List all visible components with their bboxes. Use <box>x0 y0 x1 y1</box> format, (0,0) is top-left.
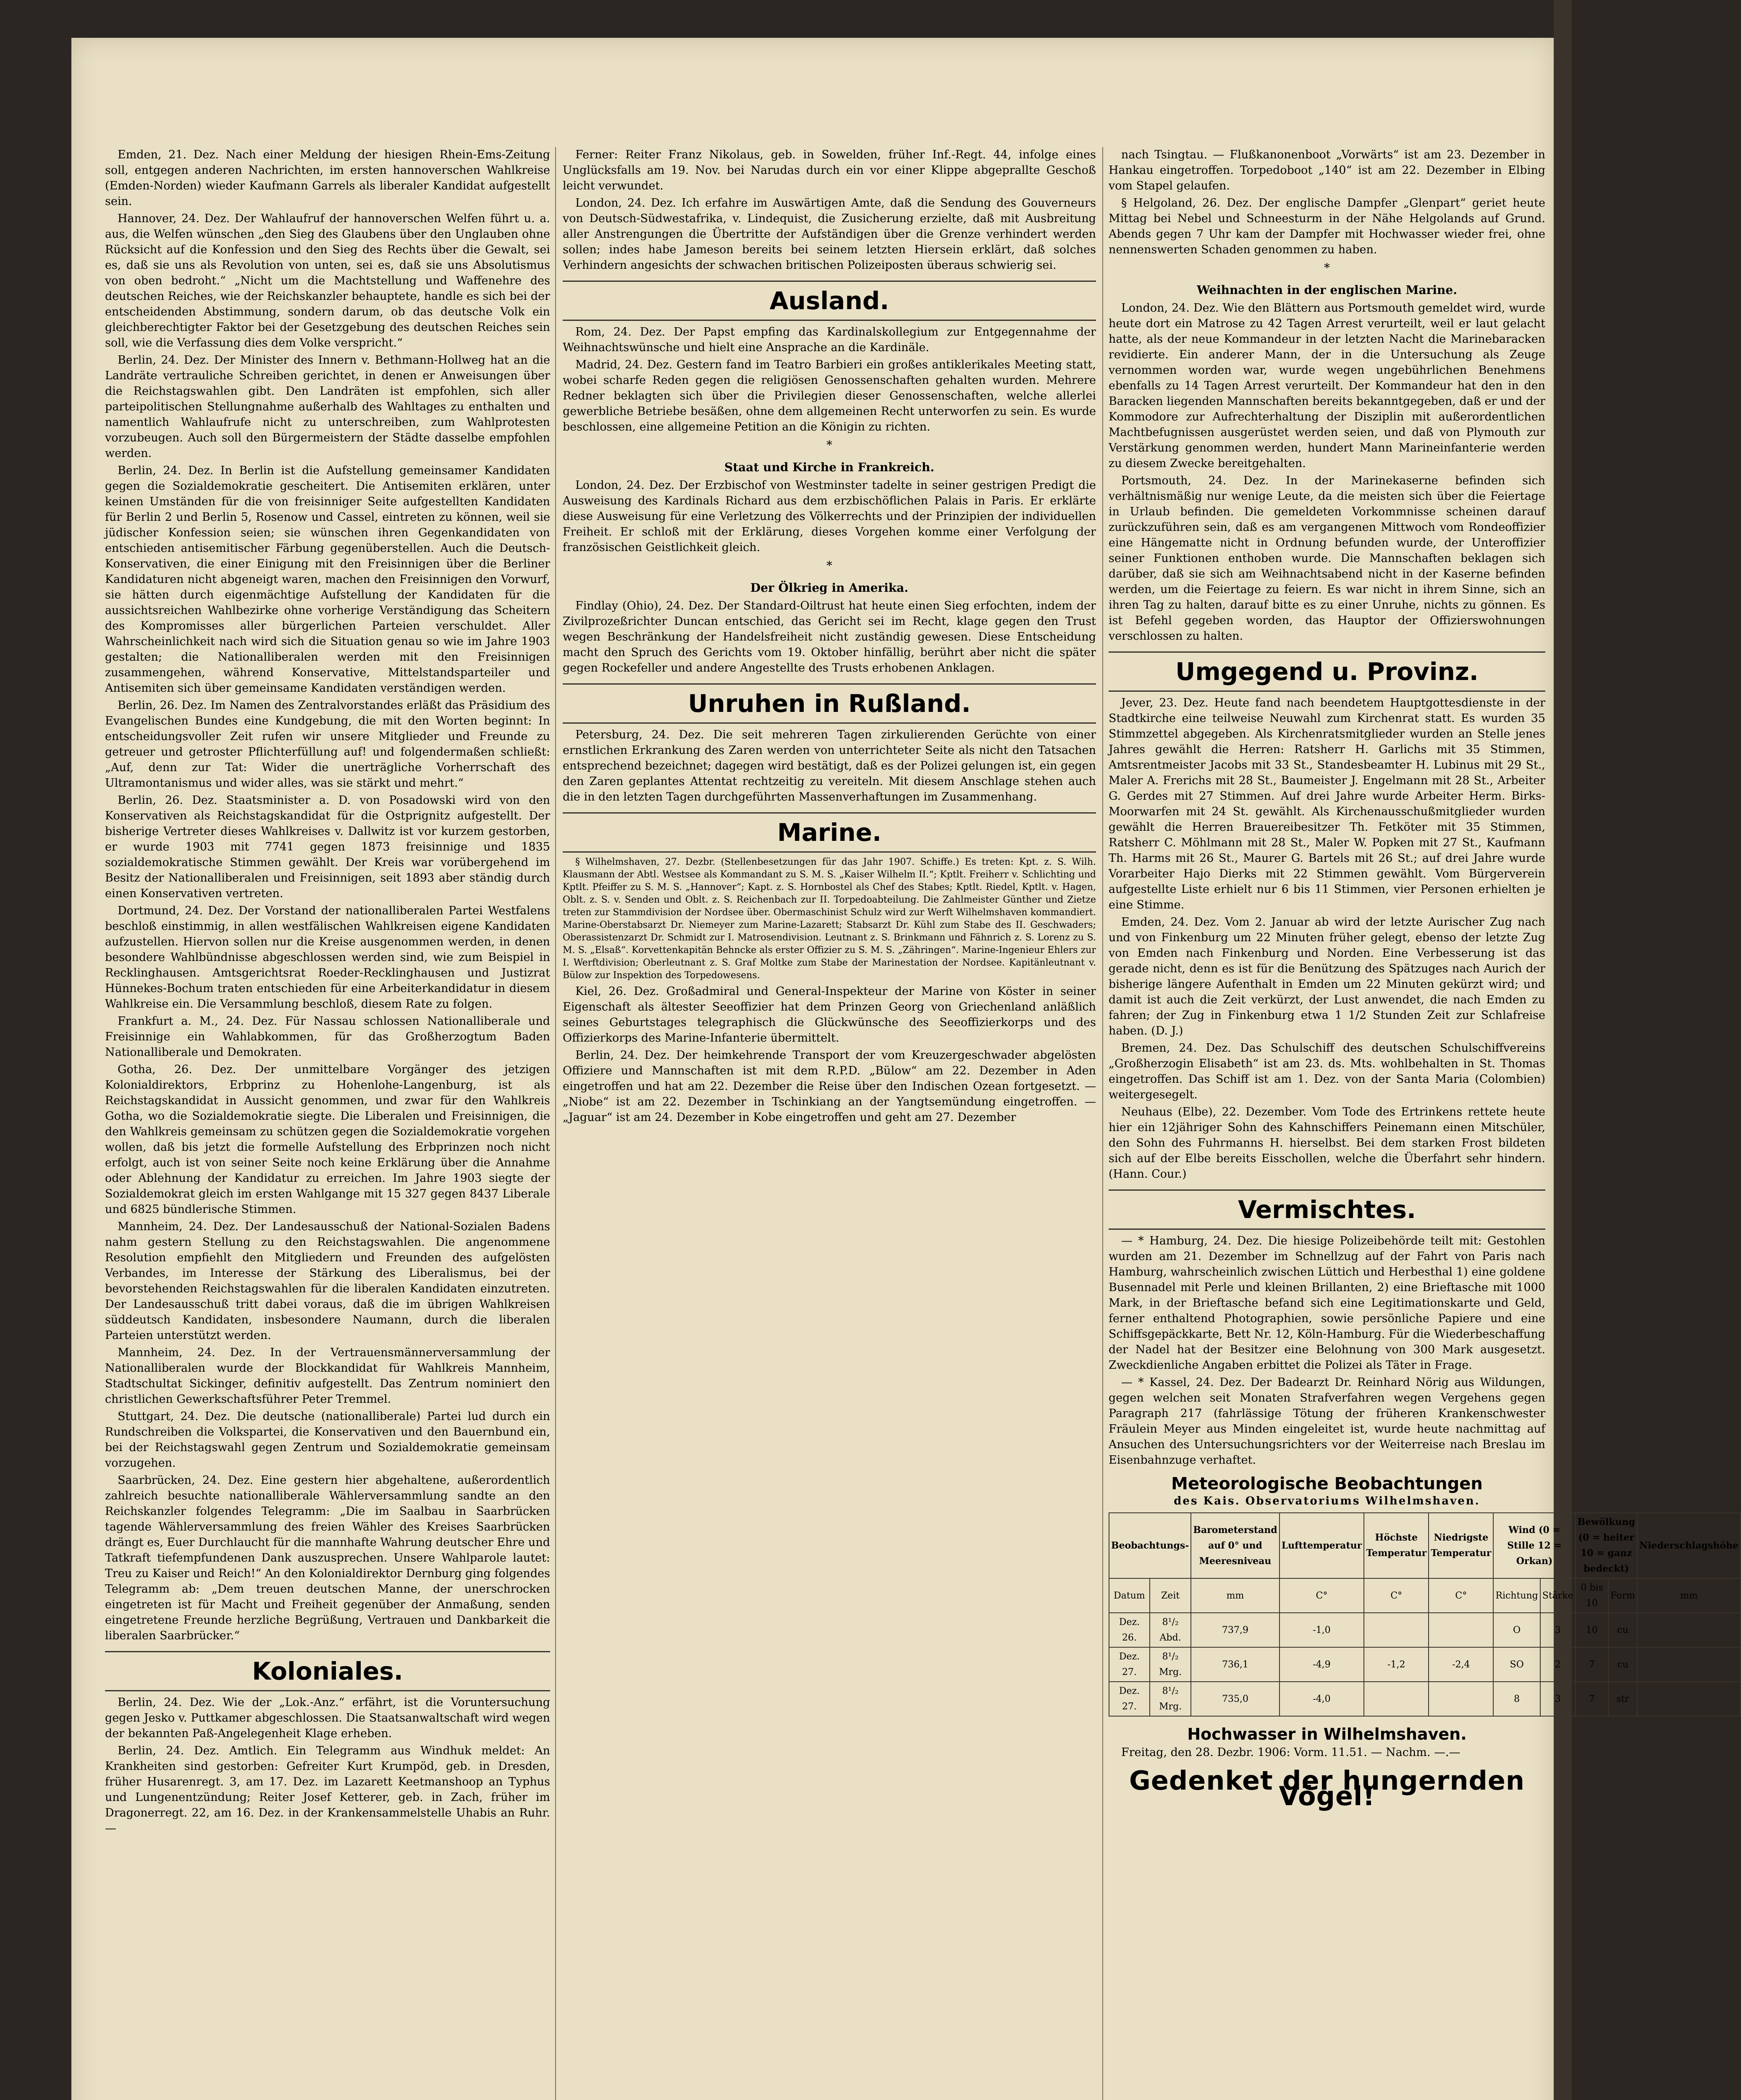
article: § Helgoland, 26. Dez. Der englische Dampfer „Glenpart“ geriet heute Mittag bei Nebel und Schneesturm in der Nähe Helgolands auf Grund. Abends gegen 7 Uhr kam der Dampfer mit Hochwasser wieder frei, ohne nennenswerten Schaden genommen zu haben. <box>1109 197 1545 256</box>
weather-cell: -1,0 <box>1280 1613 1364 1647</box>
article: Portsmouth, 24. Dez. In der Marinekaserne befinden sich verhältnismäßig nur wenige Leute, da die meisten sich über die Feiertage in Urlaub befinden. Die gemeldeten Vorkommnisse scheinen darauf zurückzuführen sein, daß es am vergangenen Mittwoch vom Rondeoffizier eine Hängematte nicht in Ordnung befunden wurde, der Unteroffizier seiner Funktionen enthoben wurde. Die Mannschaften beklagen sich darüber, daß sie sich am Weihnachtsabend nicht in der Kaserne befinden werden, um die Feiertage zu feiern. Es war nicht in ihrem Sinne, sich an ihren Tag zu halten, darauf bitte es zu einer Unruhe, nichts zu gönnen. Es ist Befehl gegeben worden, das Hauptor der Offizierswohnungen verschlossen zu halten. <box>1109 474 1545 643</box>
weather-header: Beobachtungs- <box>1109 1513 1191 1578</box>
weather-subheader: Stärke <box>1540 1578 1576 1613</box>
weather-cell: Dez. 27. <box>1109 1682 1150 1716</box>
weather-cell: str <box>1608 1682 1637 1716</box>
weather-row <box>1109 1682 1741 1716</box>
article: Saarbrücken, 24. Dez. Eine gestern hier abgehaltene, außerordentlich zahlreich besuchte nationalliberale Wählerversammlung sandte an den Reichskanzler folgendes Telegramm: „Die im Saalbau in Saarbrücken tagende Wählerversammlung des freien Wähler des Kreises Saarbrücken drängt es, Euer Durchlaucht für die mannhafte Wahrung deutscher Ehre und Tatkraft tiefempfundenen Dank auszusprechen. Unsere Wahlparole lautet: Treu zu Kaiser und Reich!“ An den Kolonialdirektor Dernburg ging folgendes Telegramm ab: „Dem treuen deutschen Manne, der unerschrocken eingetreten ist für Macht und Freiheit gegenüber der Anmaßung, senden eingetretene Freunde herzliche Begrüßung, Vertrauen und Dankbarkeit die liberalen Saarbrücker.“ <box>105 1474 550 1642</box>
article: Rom, 24. Dez. Der Papst empfing das Kardinalskollegium zur Entgegennahme der Weihnachtswünsche und hielt eine Ansprache an die Kardinäle. <box>563 326 1096 354</box>
weather-cell: Dez. 27. <box>1109 1647 1150 1682</box>
section-heading-unruhen: Unruhen in Rußland. <box>563 683 1096 724</box>
article: — * Hamburg, 24. Dez. Die hiesige Polizeibehörde teilt mit: Gestohlen wurden am 21. Dezember im Schnellzug auf der Fahrt von Paris nach Hamburg, wahrscheinlich zwischen Lüttich und Herbesthal 1) eine goldene Busennadel mit Perle und kleinen Brillanten, 2) eine Brieftasche mit 1000 Mark, in der Brieftasche befand sich eine Legitimationskarte und Geld, ferner enthaltend Photographien, sowie persönliche Papiere und eine Schiffsgepäckkarte, Bett Nr. 12, Köln-Hamburg. Für die Wiederbeschaffung der Nadel hat der Besitzer eine Belohnung von 300 Mark ausgesetzt. Zweckdienliche Angaben erbittet die Polizei als Täter in Frage. <box>1109 1234 1545 1372</box>
weather-header: Wind (0 = Stille 12 = Orkan) <box>1493 1513 1575 1578</box>
weather-cell: 8 <box>1493 1682 1540 1716</box>
weather-cell: SO <box>1493 1647 1540 1682</box>
weather-cell: 8¹/₂ Mrg. <box>1150 1647 1191 1682</box>
weather-subheader: Richtung <box>1493 1578 1540 1613</box>
section-heading-koloniales: Koloniales. <box>105 1651 550 1691</box>
column-rule <box>555 147 556 2100</box>
weather-subheader: Zeit <box>1150 1578 1191 1613</box>
weather-cell: 737,9 <box>1191 1613 1279 1647</box>
weather-cell <box>1637 1647 1741 1682</box>
left-column <box>105 147 550 2100</box>
article: Stuttgart, 24. Dez. Die deutsche (nationalliberale) Partei lud durch ein Rundschreiben die Volkspartei, die Konservativen und den Bauernbund ein, bei der Reichstagswahl gegen Zentrum und Sozialdemokratie gemeinsam vorzugehen. <box>105 1410 550 1470</box>
weather-cell: O <box>1493 1613 1540 1647</box>
weather-cell <box>1429 1682 1493 1716</box>
separator: * <box>826 559 832 572</box>
article: Madrid, 24. Dez. Gestern fand im Teatro Barbieri ein großes antiklerikales Meeting statt, wobei scharfe Reden gegen die religiösen Genossenschaften gehalten wurden. Mehrere Redner beklagten sich über die Privilegien dieser Genossenschaften, welche allerlei gewerbliche Betriebe besäßen, ohne dem allgemeinen Recht unterworfen zu sein. Es wurde beschlossen, eine allgemeine Petition an die Königin zu richten. <box>563 358 1096 433</box>
weather-cell <box>1429 1613 1493 1647</box>
weather-header-row <box>1109 1513 1741 1578</box>
weather-row <box>1109 1647 1741 1682</box>
section-heading-ausland: Ausland. <box>563 281 1096 321</box>
article: Neuhaus (Elbe), 22. Dezember. Vom Tode des Ertrinkens rettete heute hier ein 12jähriger Sohn des Kahnschiffers Peinemann einen Mitschüler, den Sohn des Fuhrmanns H. hierselbst. Bei dem starken Frost bildeten sich auf der Elbe bereits Eisschollen, welche die Überfahrt sehr hindern. (Hann. Cour.) <box>1109 1105 1545 1181</box>
weather-subheader: Form <box>1608 1578 1637 1613</box>
article: Berlin, 24. Dez. In Berlin ist die Aufstellung gemeinsamer Kandidaten gegen die Sozialdemokratie gescheitert. Die Antisemiten erklären, unter keinen Umständen für die von freisinniger Seite aufgestellten Kandidaten für Berlin 2 und Berlin 5, Rosenow und Cassel, eintreten zu können, weil sie jüdischer Konfession seien; sie wünschen ihren Gegenkandidaten von entschieden antisemitischer Färbung gegenüberstellen. Auch die Deutsch-Konservativen, die einer Einigung mit den Freisinnigen über die Berliner Kandidaturen nicht abgeneigt waren, machen den Freisinnigen den Vorwurf, sie hätten durch eigenmächtige Aufstellung der Kandidaten für die aussichtsreichen Wahlbezirke ohne vorherige Verständigung das Scheitern des Kompromisses aller bürgerlichen Parteien verschuldet. Aller Wahrscheinlichkeit nach wird sich die Situation genau so wie im Jahre 1903 gestalten; die Nationalliberalen werden mit den Freisinnigen zusammengehen, während Konservative, Mittelstandsparteiler und Antisemiten sich über gemeinsame Kandidaten verständigen werden. <box>105 464 550 695</box>
article: Emden, 24. Dez. Vom 2. Januar ab wird der letzte Aurischer Zug nach und von Finkenburg um 22 Minuten früher gelegt, ebenso der letzte Zug von Emden nach Finkenburg und Norden. Eine Verbesserung ist das gerade nicht, denn es ist für die Benützung des Spätzuges nach Aurich der bisherige längere Aufenthalt in Emden um 22 Minuten gekürzt wird; und damit ist auch die Zeit verkürzt, der Lust anwendet, die nach Emden zu fahren; der Zug in Finkenburg etwa 1 1/2 Stunden Zeit zur Schlafreise haben. (D. J.) <box>1109 916 1545 1037</box>
article: Gotha, 26. Dez. Der unmittelbare Vorgänger des jetzigen Kolonialdirektors, Erbprinz zu Hohenlohe-Langenburg, ist als Reichstagskandidat in Aussicht genommen, und zwar für den Wahlkreis Gotha, wo die Sozialdemokratie siegte. Die Liberalen und Freisinnigen, die den Wahlkreis gemeinsam zu schützen gegen die Sozialdemokratie vorgehen wollen, daß bis jetzt die formelle Aufstellung des Erbprinzen noch nicht erfolgt, auch ist von seiner Seite noch keine Erklärung über die Annahme oder Ablehnung der Kandidatur zu erreichen. Im Jahre 1903 siegte der Sozialdemokrat gleich im ersten Wahlgange mit 15 327 gegen 8437 Liberale und 6825 bündlerische Stimmen. <box>105 1063 550 1216</box>
weather-cell: -4,9 <box>1280 1647 1364 1682</box>
weather-cell: 735,0 <box>1191 1682 1279 1716</box>
weather-subheader: mm <box>1637 1578 1741 1613</box>
weather-header: Höchste Temperatur <box>1364 1513 1429 1578</box>
article: Berlin, 26. Dez. Staatsminister a. D. von Posadowski wird von den Konservativen als Reichstagskandidat für die Ostprignitz aufgestellt. Der bisherige Vertreter dieses Wahlkreises v. Dallwitz ist vor kurzem gestorben, er wurde 1903 mit 7741 gegen 1873 freisinnige und 1835 sozialdemokratische Stimmen gewählt. Der Kreis war vorübergehend im Besitz der Nationalliberalen und Freisinnigen, seit 1893 aber ständig durch einen Konservativen vertreten. <box>105 794 550 900</box>
article: London, 24. Dez. Wie den Blättern aus Portsmouth gemeldet wird, wurde heute dort ein Matrose zu 42 Tagen Arrest verurteilt, weil er laut gelacht hatte, als der neue Kommandeur in der letzten Nacht die Marinebaracken revidierte. Ein anderer Mann, der in die Untersuchung als Zeuge vernommen worden war, wurde wegen ungebührlichen Benehmens ebenfalls zu 14 Tagen Arrest verurteilt. Der Kommandeur hat den in den Baracken liegenden Mannschaften bereits bekanntgegeben, daß er und der Kommodore zur Aufrechterhaltung der Disziplin mit außerordentlichen Machtbefugnissen ausgerüstet werden seien, und daß von Plymouth zur Verstärkung genommen werden, hundert Mann Marineinfanterie werden zu diesem Zwecke bereitgehalten. <box>1109 302 1545 470</box>
weather-cell: 736,1 <box>1191 1647 1279 1682</box>
weather-cell: 7 <box>1576 1682 1609 1716</box>
weather-cell: cu <box>1608 1613 1637 1647</box>
weather-subheader: C° <box>1364 1578 1429 1613</box>
article: Berlin, 24. Dez. Amtlich. Ein Telegramm aus Windhuk meldet: An Krankheiten sind gestorben: Gefreiter Kurt Krumpöd, geb. in Dresden, früher Husarenregt. 3, am 17. Dez. im Lazarett Keetmanshoop an Typhus und Lungenentzündung; Reiter Josef Ketterer, geb. in Zach, früher im Dragonerregt. 22, am 16. Dez. in der Krankensammelstelle Uhabis an Ruhr. — <box>105 1744 550 1835</box>
article: Dortmund, 24. Dez. Der Vorstand der nationalliberalen Partei Westfalens beschloß einstimmig, in allen westfälischen Wahlkreisen eigene Kandidaten aufzustellen. Hiervon sollen nur die Kreise ausgenommen werden, in denen besondere Wahlbündnisse abgeschlossen werden sind, wie zum Beispiel in Recklinghausen. Amtsgerichtsrat Roeder-Recklinghausen und Justizrat Hünnekes-Bochum traten entschieden für eine Arbeiterkandidatur in diesem Wahlkreise ein. Die Versammlung beschloß, diesem Rate zu folgen. <box>105 904 550 1011</box>
section-heading-vermischtes: Vermischtes. <box>1109 1189 1545 1230</box>
weather-header: Barometerstand auf 0° und Meeresniveau <box>1191 1513 1279 1578</box>
separator: * <box>826 438 832 452</box>
weather-cell <box>1364 1613 1429 1647</box>
article: — * Kassel, 24. Dez. Der Badearzt Dr. Reinhard Nörig aus Wildungen, gegen welchen seit Monaten Strafverfahren wegen Vergehens gegen Paragraph 217 (fahrlässige Tötung der früheren Krankenschwester Fräulein Meyer aus Minden eingeleitet ist, wurde heute nachmittag auf Ansuchen des Untersuchungsrichters vor der Weiterreise nach Breslau im Eisenbahnzuge verhaftet. <box>1109 1376 1545 1467</box>
article: Berlin, 26. Dez. Im Namen des Zentralvorstandes erläßt das Präsidium des Evangelischen Bundes eine Kundgebung, die mit den Worten beginnt: In entscheidungsvoller Zeit rufen wir unsere Mitglieder und Freunde zu getreuer und getroster Pflichterfüllung auf! und folgendermaßen schließt: „Auf, denn zur Tat: Wider die unerträgliche Vorherrschaft des Ultramontanismus und wider alles, was sie stärkt und mehrt.“ <box>105 699 550 790</box>
weather-cell: -2,4 <box>1429 1647 1493 1682</box>
weather-table <box>1109 1512 1741 1717</box>
weather-cell: 7 <box>1576 1647 1609 1682</box>
appeal-banner: Gedenket der hungernden Vögel! <box>1129 1765 1525 1811</box>
weather-subtitle: des Kais. Observatoriums Wilhelmshaven. <box>1174 1495 1480 1507</box>
weather-subheader: C° <box>1280 1578 1364 1613</box>
subheading: Staat und Kirche in Frankreich. <box>724 460 934 474</box>
page-edge <box>1554 0 1572 2100</box>
weather-cell: 3 <box>1540 1682 1576 1716</box>
weather-subheader: C° <box>1429 1578 1493 1613</box>
article: Bremen, 24. Dez. Das Schulschiff des deutschen Schulschiffvereins „Großherzogin Elisabeth“ ist am 23. ds. Mts. wohlbehalten in St. Thomas eingetroffen. Das Schiff ist am 1. Dez. von der Santa Maria (Colombien) weitergesegelt. <box>1109 1042 1545 1101</box>
weather-header: Bewölkung (0 = heiter 10 = ganz bedeckt) <box>1576 1513 1637 1578</box>
weather-cell: 8¹/₂ Mrg. <box>1150 1682 1191 1716</box>
weather-subheader: Datum <box>1109 1578 1150 1613</box>
article: § Wilhelmshaven, 27. Dezbr. (Stellenbesetzungen für das Jahr 1907. Schiffe.) Es treten: Kpt. z. S. Wilh. Klausmann der Abtl. Westsee als Kommandant zu S. M. S. „Kaiser Wilhelm II.“; Kptlt. Freiherr v. Schlichting und Kptlt. Pfeiffer zu S. M. S. „Hannover“; Kapt. z. S. Hornbostel als Chef des Stabes; Kptlt. Riedel, Kptlt. v. Hagen, Oblt. z. S. v. Senden und Oblt. z. S. Reichenbach zur II. Torpedoabteilung. Die Zahlmeister Günther und Zietze treten zur Stammdivision der Nordsee über. Obermaschinist Schulz wird zur Werft Wilhelmshaven kommandiert. Marine-Oberstabsarzt Dr. Niemeyer zum Marine-Lazarett; Stabsarzt Dr. Kühl zum Stabe des II. Geschwaders; Oberassistenzarzt Dr. Schmidt zur I. Matrosendivision. Leutnant z. S. Brinkmann und Fähnrich z. S. Lorenz zu S. M. S. „Elsaß“. Korvettenkapitän Behncke als erster Offizier zu S. M. S. „Zähringen“. Marine-Ingenieur Ehlers zur I. Werftdivision; Oberleutnant z. S. Graf Moltke zum Stabe der Marinestation der Nordsee. Kapitänleutnant v. Bülow zur Inspektion des Torpedowesens. <box>563 857 1096 981</box>
weather-cell: -1,2 <box>1364 1647 1429 1682</box>
weather-cell <box>1637 1682 1741 1716</box>
article: Mannheim, 24. Dez. Der Landesausschuß der National-Sozialen Badens nahm gestern Stellung zu den Reichstagswahlen. Die angenommene Resolution empfiehlt den Mitgliedern und Freunden des aufgelösten Verbandes, im Interesse der Stärkung des Liberalismus, bei der bevorstehenden Reichstagswahlen für die liberalen Kandidaten einzutreten. Der Landesausschuß tritt dabei voraus, daß die im übrigen Wahlkreisen süddeutsch Kandidaten, insbesondere Naumann, durch die liberalen Parteien unterstützt werden. <box>105 1220 550 1342</box>
article: Kiel, 26. Dez. Großadmiral und General-Inspekteur der Marine von Köster in seiner Eigenschaft als ältester Seeoffizier hat dem Prinzen Georg von Griechenland anläßlich seines Geburtstages telegraphisch die Glückwünsche des Seeoffizierkorps und des Offizierkorps des Marine-Infanterie übermittelt. <box>563 985 1096 1045</box>
weather-cell: -4,0 <box>1280 1682 1364 1716</box>
article: London, 24. Dez. Der Erzbischof von Westminster tadelte in seiner gestrigen Predigt die Ausweisung des Kardinals Richard aus dem erzbischöflichen Palais in Paris. Er erklärte diese Ausweisung für eine Verletzung des Völkerrechts und der Prinzipien der individuellen Freiheit. Er schloß mit der Erklärung, dieses Vorgehen komme einer Verfolgung der französischen Geistlichkeit gleich. <box>563 479 1096 554</box>
section-heading-marine: Marine. <box>563 812 1096 853</box>
article: nach Tsingtau. — Flußkanonenboot „Vorwärts“ ist am 23. Dezember in Hankau eingetroffen. Torpedoboot „140“ ist am 22. Dezember in Elbing vom Stapel gelaufen. <box>1109 148 1545 192</box>
weather-cell <box>1364 1682 1429 1716</box>
weather-cell: Dez. 26. <box>1109 1613 1150 1647</box>
weather-header: Niederschlagshöhe <box>1637 1513 1741 1578</box>
article: Berlin, 24. Dez. Wie der „Lok.-Anz.“ erfährt, ist die Voruntersuchung gegen Jesko v. Puttkamer abgeschlossen. Die Staatsanwaltschaft wird wegen der bekannten Paß-Angelegenheit Klage erheben. <box>105 1696 550 1740</box>
weather-subheader: 0 bis 10 <box>1576 1578 1609 1613</box>
subheading: Weihnachten in der englischen Marine. <box>1197 283 1457 297</box>
weather-cell: cu <box>1608 1647 1637 1682</box>
weather-subheader-row <box>1109 1578 1741 1613</box>
right-column <box>1109 147 1739 2100</box>
weather-header: Lufttemperatur <box>1280 1513 1364 1578</box>
column-rule <box>1102 147 1103 2100</box>
article: Petersburg, 24. Dez. Die seit mehreren Tagen zirkulierenden Gerüchte von einer ernstlichen Erkrankung des Zaren werden von unterrichteter Seite als nicht den Tatsachen entsprechend bezeichnet; dagegen wird bestätigt, daß es der Polizei gelungen ist, ein gegen den Zaren geplantes Attentat rechtzeitig zu vereiteln. Mit diesem Anschlage stehen auch die in den letzten Tagen durchgeführten Massenverhaftungen im Zusammenhang. <box>563 728 1096 803</box>
article: Emden, 21. Dez. Nach einer Meldung der hiesigen Rhein-Ems-Zeitung soll, entgegen anderen Nachrichten, im ersten hannoverschen Wahlkreise (Emden-Norden) wieder Kaufmann Garrels als liberaler Kandidat aufgestellt sein. <box>105 148 550 208</box>
article: Berlin, 24. Dez. Der Minister des Innern v. Bethmann-Hollweg hat an die Landräte vertrauliche Schreiben gerichtet, in denen er Anweisungen über die Reichstagswahlen gibt. Den Landräten ist empfohlen, sich aller parteipolitischen Stellungnahme außerhalb des Wahltages zu enthalten und namentlich Wahlaufrufe nicht zu unterschreiben, zum Wahlprotesten vorzubeugen. Auch soll den Bürgermeistern der Städte dasselbe empfohlen werden. <box>105 354 550 460</box>
article: Berlin, 24. Dez. Der heimkehrende Transport der vom Kreuzergeschwader abgelösten Offiziere und Mannschaften ist mit dem R.P.D. „Bülow“ am 22. Dezember in Aden eingetroffen und hat am 22. Dezember die Reise über den Indischen Ozean fortgesetzt. — „Niobe“ ist am 22. Dezember in Tschinkiang an der Yangtsemündung eingetroffen. — „Jaguar“ ist am 24. Dezember in Kobe eingetroffen und geht am 27. Dezember <box>563 1049 1096 1124</box>
weather-row <box>1109 1613 1741 1647</box>
hochwasser-title: Hochwasser in Wilhelmshaven. <box>1187 1725 1467 1743</box>
weather-cell: 10 <box>1576 1613 1609 1647</box>
article: London, 24. Dez. Ich erfahre im Auswärtigen Amte, daß die Sendung des Gouverneurs von Deutsch-Südwestafrika, v. Lindequist, die Zusicherung erzielte, daß mit Ausbreitung aller Anstrengungen die Übertritte der Aufständigen über die Grenze verhindert werden sollen; indes habe Jameson bereits bei seinem letzten Hiersein erklärt, daß solches Verhindern angesichts der schwachen britischen Polizeiposten überaus schwierig sei. <box>563 197 1096 272</box>
weather-subheader: mm <box>1191 1578 1279 1613</box>
article: Hannover, 24. Dez. Der Wahlaufruf der hannoverschen Welfen führt u. a. aus, die Welfen wünschen „den Sieg des Glaubens über den Unglauben ohne Rücksicht auf die Konfession und den Sieg des Rechts über die Gewalt, sei es, daß sie uns als Revolution von unten, sei es, daß sie uns Absolutismus von oben bedroht.“ „Nicht um die Machtstellung und Waffenehre des deutschen Reiches, wie der Reichskanzler behauptete, handle es sich bei der entscheidenden Abstimmung, sondern darum, ob das deutsche Volk ein gleichberechtigter Faktor bei der Gesetzgebung des deutschen Reiches sein soll, wie die Verfassung dies dem Volke verspricht.“ <box>105 212 550 349</box>
weather-cell: 2 <box>1540 1647 1576 1682</box>
article: Findlay (Ohio), 24. Dez. Der Standard-Oiltrust hat heute einen Sieg erfochten, indem der Zivilprozeßrichter Duncan entschied, das Gericht sei im Recht, klage gegen den Trust wegen Beschränkung der Handelsfreiheit nicht zuständig gewesen. Diese Entscheidung macht den Spruch des Gerichts vom 19. Oktober hinfällig, berührt aber nicht die später gegen Rockefeller und andere Angestellte des Trusts erhobenen Anklagen. <box>563 599 1096 675</box>
article: Frankfurt a. M., 24. Dez. Für Nassau schlossen Nationalliberale und Freisinnige ein Wahlabkommen, für das Großherzogtum Baden Nationalliberale und Demokraten. <box>105 1015 550 1059</box>
subheading: Der Ölkrieg in Amerika. <box>750 581 909 595</box>
article: Ferner: Reiter Franz Nikolaus, geb. in Sowelden, früher Inf.-Regt. 44, infolge eines Unglücksfalls am 19. Nov. bei Narudas durch ein vor einer Klippe abgeprallte Geschoß leicht verwundet. <box>563 148 1096 192</box>
article: Mannheim, 24. Dez. In der Vertrauensmännerversammlung der Nationalliberalen wurde der Blockkandidat für Wahlkreis Mannheim, Stadtschultat Sickinger, definitiv aufgestellt. Das Zentrum nominiert den christlichen Gewerkschaftsführer Peter Tremmel. <box>105 1346 550 1406</box>
middle-column <box>563 147 1096 2100</box>
weather-cell: 3 <box>1540 1613 1576 1647</box>
weather-header: Niedrigste Temperatur <box>1429 1513 1493 1578</box>
weather-cell <box>1637 1613 1741 1647</box>
separator: * <box>1324 261 1330 275</box>
section-heading-umgegend: Umgegend u. Provinz. <box>1109 651 1545 692</box>
weather-title: Meteorologische Beobachtungen <box>1171 1474 1483 1494</box>
weather-cell: 8¹/₂ Abd. <box>1150 1613 1191 1647</box>
article: Jever, 23. Dez. Heute fand nach beendetem Hauptgottesdienste in der Stadtkirche eine teilweise Neuwahl zum Kirchenrat statt. Es wurden 35 Stimmzettel abgegeben. Als Kirchenratsmitglieder wurden an Stelle jenes Jahres gewählt die Herren: Ratsherr H. Garlichs mit 35 Stimmen, Amtsrentmeister Jacobs mit 33 St., Standesbeamter H. Lubinus mit 29 St., Maler A. Frerichs mit 28 St., Baumeister J. Engelmann mit 28 St., Arbeiter G. Gerdes mit 27 Stimmen. Auf drei Jahre wurde Arbeiter Herm. Birks-Moorwarfen mit 24 St. gewählt. Als Kirchenausschußmitglieder wurden gewählt die Herren Brauereibesitzer Th. Fetköter mit 35 Stimmen, Ratsherr C. Möhlmann mit 28 St., Maler W. Popken mit 27 St., Kaufmann Th. Harms mit 26 St., Maurer G. Bartels mit 26 St.; auf drei Jahre wurde Vorarbeiter Hajo Dierks mit 22 Stimmen gewählt. Vom Bürgerverein aufgestellte Liste erhielt nur 6 bis 11 Stimmen, vier Personen erhielten je eine Stimme. <box>1109 696 1545 911</box>
hochwasser-text: Freitag, den 28. Dezbr. 1906: Vorm. 11.51. — Nachm. —.— <box>1121 1746 1460 1759</box>
